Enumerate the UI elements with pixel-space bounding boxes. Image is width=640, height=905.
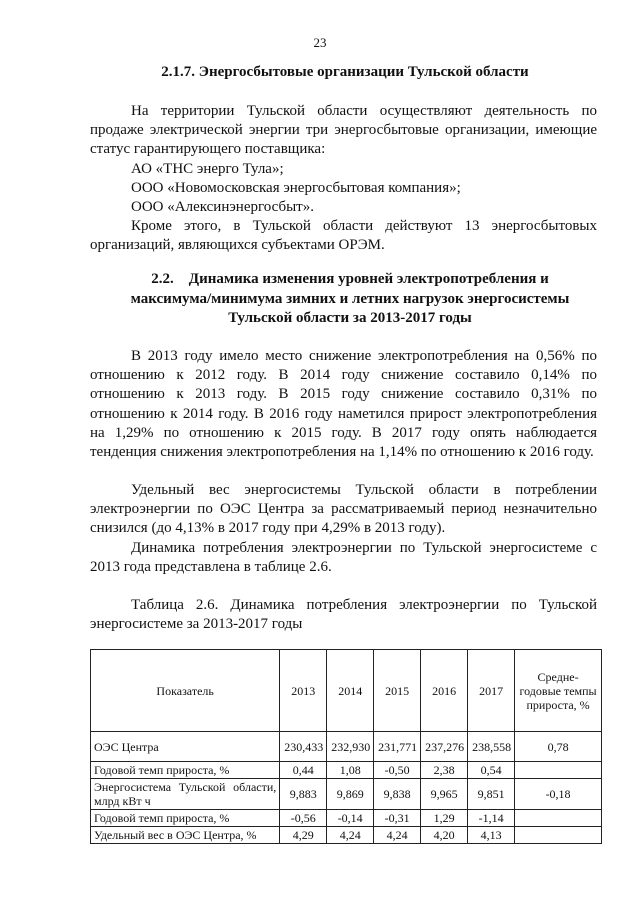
cell-value: 9,851 (468, 779, 515, 810)
header-year: 2016 (421, 650, 468, 732)
row-label: Энергосистема Тульской области, млрд кВт ч (91, 779, 280, 810)
cell-value: -0,56 (280, 810, 327, 827)
org-item-3: ООО «Алексинэнергосбыт». (131, 199, 314, 215)
cell-value: -1,14 (468, 810, 515, 827)
section-2-2-para2: Удельный вес энергосистемы Тульской области в потреблении электроэнергии по ОЭС Центра за рассматриваемый период незначительно снизился (до 4,13% в 2017 году при 4,29% в 2013 году). (90, 482, 597, 537)
header-indicator: Показатель (91, 650, 280, 732)
consumption-table (90, 649, 602, 844)
table-row (91, 732, 602, 762)
header-year: 2014 (327, 650, 374, 732)
cell-value: 4,20 (421, 827, 468, 844)
cell-value: 9,869 (327, 779, 374, 810)
cell-value: 0,54 (468, 762, 515, 779)
page-number: 23 (313, 35, 327, 50)
cell-value: 4,13 (468, 827, 515, 844)
cell-value: 4,24 (327, 827, 374, 844)
cell-value: 1,08 (327, 762, 374, 779)
cell-value: 4,24 (374, 827, 421, 844)
section-2-2-para1: В 2013 году имело место снижение электропотребления на 0,56% по отношению к 2012 году. В 2014 году снижение составило 0,14% по отношению к 2013 году. В 2015 году снижение составило 0,31% по отношению к 2014 году. В 2016 году наметился прирост электропотребления на 1,29% по отношению к 2015 году. В 2017 году опять наблюдается тенденция снижения электропотребления на 1,14% по отношению к 2016 году. (90, 348, 597, 461)
cell-value: 232,930 (327, 732, 374, 762)
table-row (91, 810, 602, 827)
cell-value: 4,29 (280, 827, 327, 844)
table-row (91, 779, 602, 810)
cell-value: -0,14 (327, 810, 374, 827)
table-row (91, 827, 602, 844)
cell-avg: 0,78 (515, 732, 602, 762)
org-item-2: ООО «Новомосковская энергосбытовая компания»; (131, 180, 461, 196)
cell-value: -0,50 (374, 762, 421, 779)
header-year: 2017 (468, 650, 515, 732)
header-avg-growth: Средне-годовые темпы прироста, % (515, 650, 602, 732)
section-2-2-number: 2.2. (151, 271, 174, 287)
section-2-1-7-outro: Кроме этого, в Тульской области действуют 13 энергосбытовых организаций, являющихся субъектами ОРЭМ. (90, 218, 597, 254)
cell-value: 9,838 (374, 779, 421, 810)
cell-value: 237,276 (421, 732, 468, 762)
cell-avg (515, 827, 602, 844)
section-2-2-title-line1: Динамика изменения уровней электропотребления и (188, 271, 549, 287)
row-label: Годовой темп прироста, % (91, 810, 280, 827)
section-2-1-7-heading: 2.1.7. Энергосбытовые организации Тульской области (161, 64, 529, 80)
header-year: 2013 (280, 650, 327, 732)
cell-value: 231,771 (374, 732, 421, 762)
cell-value: 9,883 (280, 779, 327, 810)
row-label: ОЭС Центра (91, 732, 280, 762)
cell-value: 2,38 (421, 762, 468, 779)
section-2-2-para3: Динамика потребления электроэнергии по Тульской энергосистеме с 2013 года представлена в таблице 2.6. (90, 540, 597, 576)
cell-value: 230,433 (280, 732, 327, 762)
row-label: Удельный вес в ОЭС Центра, % (91, 827, 280, 844)
section-2-2-title-line2: максимума/минимума зимних и летних нагрузок энергосистемы (130, 290, 570, 307)
section-2-1-7-intro: На территории Тульской области осуществляют деятельность по продаже электрической энергии три энергосбытовые организации, имеющие статус гарантирующего поставщика: (90, 103, 597, 158)
table-caption: Таблица 2.6. Динамика потребления электроэнергии по Тульской энергосистеме за 2013-2017 годы (90, 597, 597, 633)
cell-avg (515, 810, 602, 827)
cell-avg (515, 762, 602, 779)
cell-value: -0,31 (374, 810, 421, 827)
cell-value: 9,965 (421, 779, 468, 810)
cell-value: 238,558 (468, 732, 515, 762)
org-item-1: АО «ТНС энерго Тула»; (131, 161, 284, 177)
cell-avg: -0,18 (515, 779, 602, 810)
row-label: Годовой темп прироста, % (91, 762, 280, 779)
section-2-2-title-line3: Тульской области за 2013-2017 годы (228, 310, 472, 326)
header-year: 2015 (374, 650, 421, 732)
cell-value: 0,44 (280, 762, 327, 779)
cell-value: 1,29 (421, 810, 468, 827)
table-header-row (91, 650, 602, 732)
table-row (91, 762, 602, 779)
section-2-2-heading (100, 270, 600, 329)
